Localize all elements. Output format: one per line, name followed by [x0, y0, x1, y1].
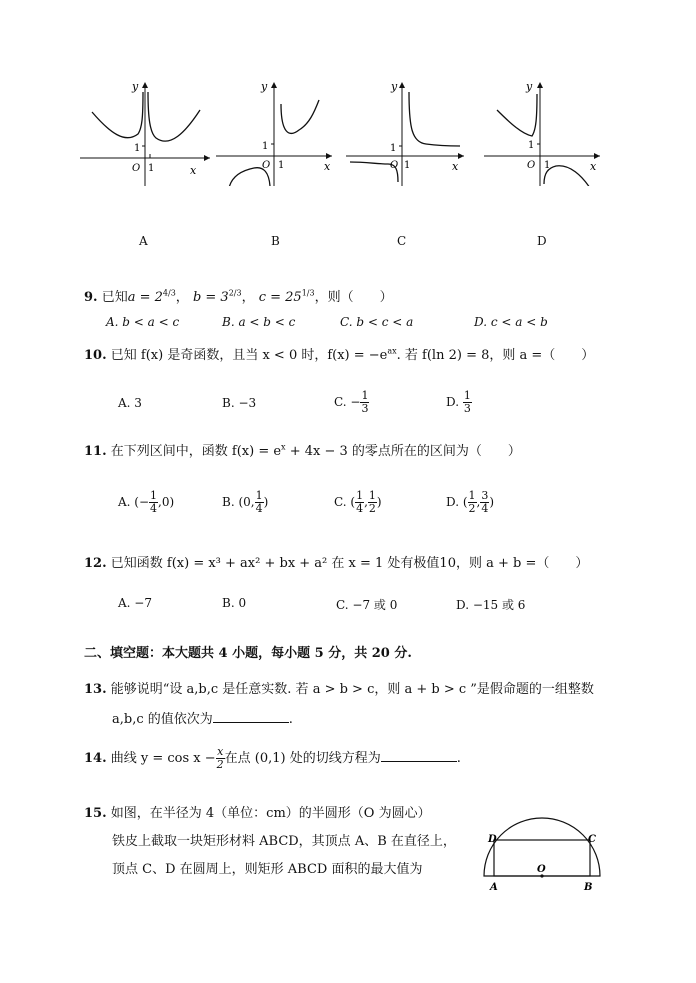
option-d: D. c < a < b: [474, 315, 548, 329]
x-axis-label: x: [452, 160, 459, 173]
question-15-line3: 顶点 C、D 在圆周上，则矩形 ABCD 面积的最大值为: [112, 862, 423, 877]
exponent: 2/3: [228, 288, 242, 298]
y-axis-label: y: [526, 80, 533, 93]
option-c: C. ( $\frac{1}{4}$ , $\frac{1}{2}$ ): [334, 489, 382, 515]
option-d: [446, 390, 472, 415]
option-c: C. −7 或 0: [336, 598, 398, 612]
option-a: A. −7: [118, 596, 152, 610]
tick-label: 1: [278, 160, 285, 171]
option-prefix: D.: [446, 395, 463, 409]
origin-label: O: [527, 160, 536, 171]
x-axis-label: x: [190, 164, 197, 177]
option-b: B. a < b < c: [222, 315, 296, 329]
exponent: x: [281, 442, 286, 452]
question-text-2: 在点 (0,1) 处的切线方程为: [224, 751, 381, 766]
math-b: b = 3: [192, 290, 229, 305]
option-a: A. (− $\frac{1}{4}$ ,0): [118, 489, 175, 515]
graph-label-a: A: [139, 234, 148, 248]
question-number: 15.: [84, 806, 107, 821]
option-c: C. b < c < a: [340, 315, 414, 329]
math-a: a = 2: [127, 290, 163, 305]
question-number: 10.: [84, 348, 107, 363]
question-number: 12.: [84, 556, 107, 571]
question-11: [84, 440, 521, 459]
option-prefix: C. −: [334, 395, 361, 409]
fraction: $\frac{1}{3}$: [361, 389, 369, 415]
label-o: O: [537, 864, 546, 875]
question-14: 14. 曲线 y = cos x − $\frac{x}{2}$ 在点 (0,1) 处的切线方程为 .: [84, 745, 461, 771]
x-axis-label: x: [590, 160, 597, 173]
tick-label: 1: [390, 143, 397, 154]
y-axis-label: y: [132, 80, 139, 93]
option-c: [334, 390, 369, 415]
question-15-line2: 铁皮上截取一块矩形材料 ABCD，其顶点 A、B 在直径上，: [112, 834, 456, 849]
exponent: 1/3: [301, 288, 315, 298]
question-text-2: . 若 f(ln 2) = 8，则 a =（ ）: [396, 348, 595, 363]
tick-label: 1: [404, 160, 411, 171]
tick-label: 1: [544, 160, 551, 171]
question-9: 9. 已知$a = 2^{4/3}$， $b = 3^{2/3}$， $c = 25^{1/3}$，则（ ）: [84, 288, 393, 305]
answer-blank[interactable]: [213, 710, 289, 723]
graph-c: [346, 78, 480, 186]
option-d: D. ( $\frac{1}{2}$ , $\frac{3}{4}$ ): [446, 489, 495, 515]
question-text-2: + 4x − 3 的零点所在的区间为（ ）: [285, 444, 521, 459]
question-text: 已知函数 f(x) = x³ + ax² + bx + a² 在 x = 1 处有极值10，则 a + b =（ ）: [110, 556, 589, 571]
question-text-2: a,b,c 的值依次为: [112, 712, 213, 727]
question-number: 9.: [84, 290, 98, 305]
question-10: [84, 344, 594, 363]
fraction: $\frac{x}{2}$: [216, 745, 224, 771]
option-a: A. 3: [118, 396, 142, 410]
x-axis-label: x: [324, 160, 331, 173]
question-text: 已知: [101, 290, 128, 305]
question-text: 曲线 y = cos x −: [110, 751, 216, 766]
section-heading: 二、填空题：本大题共 4 小题，每小题 5 分，共 20 分.: [84, 646, 412, 661]
question-text: 如图，在半径为 4（单位：cm）的半圆形（O 为圆心）: [110, 806, 431, 821]
question-12: [84, 552, 588, 571]
y-axis-label: y: [391, 80, 398, 93]
question-text: 已知 f(x) 是奇函数，且当 x < 0 时，f(x) = −e: [110, 348, 388, 363]
origin-label: O: [390, 160, 399, 171]
option-b: B. (0, $\frac{1}{4}$ ): [222, 489, 269, 515]
graph-label-c: C: [397, 234, 407, 248]
option-a: A. b < a < c: [106, 315, 180, 329]
tick-label: 1: [528, 140, 535, 151]
option-b: B. 0: [222, 596, 247, 610]
origin-label: O: [132, 163, 141, 174]
question-13-line2: a,b,c 的值依次为 .: [112, 712, 293, 727]
graph-label-d: D: [537, 234, 547, 248]
answer-blank[interactable]: [381, 749, 457, 762]
exponent: 4/3: [162, 288, 176, 298]
question-number: 13.: [84, 682, 107, 697]
label-a: A: [490, 882, 498, 893]
label-c: C: [588, 834, 596, 845]
question-text: 能够说明“设 a,b,c 是任意实数. 若 a > b > c，则 a + b > c ”是假命题的一组整数: [110, 682, 594, 697]
graph-a: [80, 78, 214, 186]
graph-label-b: B: [271, 234, 280, 248]
question-15: [84, 802, 431, 821]
question-number: 11.: [84, 444, 107, 459]
question-13: [84, 678, 594, 697]
origin-label: O: [262, 160, 271, 171]
tick-label: 1: [148, 163, 155, 174]
option-b: B. −3: [222, 396, 257, 410]
graph-b: [214, 78, 348, 186]
graph-d: [482, 78, 616, 186]
semicircle-figure: [480, 810, 610, 896]
exponent: ax: [387, 346, 397, 356]
label-d: D: [488, 834, 497, 845]
tick-label: 1: [262, 141, 269, 152]
tick-label: 1: [134, 143, 141, 154]
option-d: D. −15 或 6: [456, 598, 526, 612]
math-c: c = 25: [258, 290, 302, 305]
question-tail: ，则（ ）: [314, 290, 393, 305]
fraction: $\frac{1}{3}$: [463, 389, 471, 415]
question-text: 在下列区间中，函数 f(x) = e: [110, 444, 282, 459]
label-b: B: [584, 882, 593, 893]
y-axis-label: y: [261, 80, 268, 93]
question-number: 14.: [84, 751, 107, 766]
